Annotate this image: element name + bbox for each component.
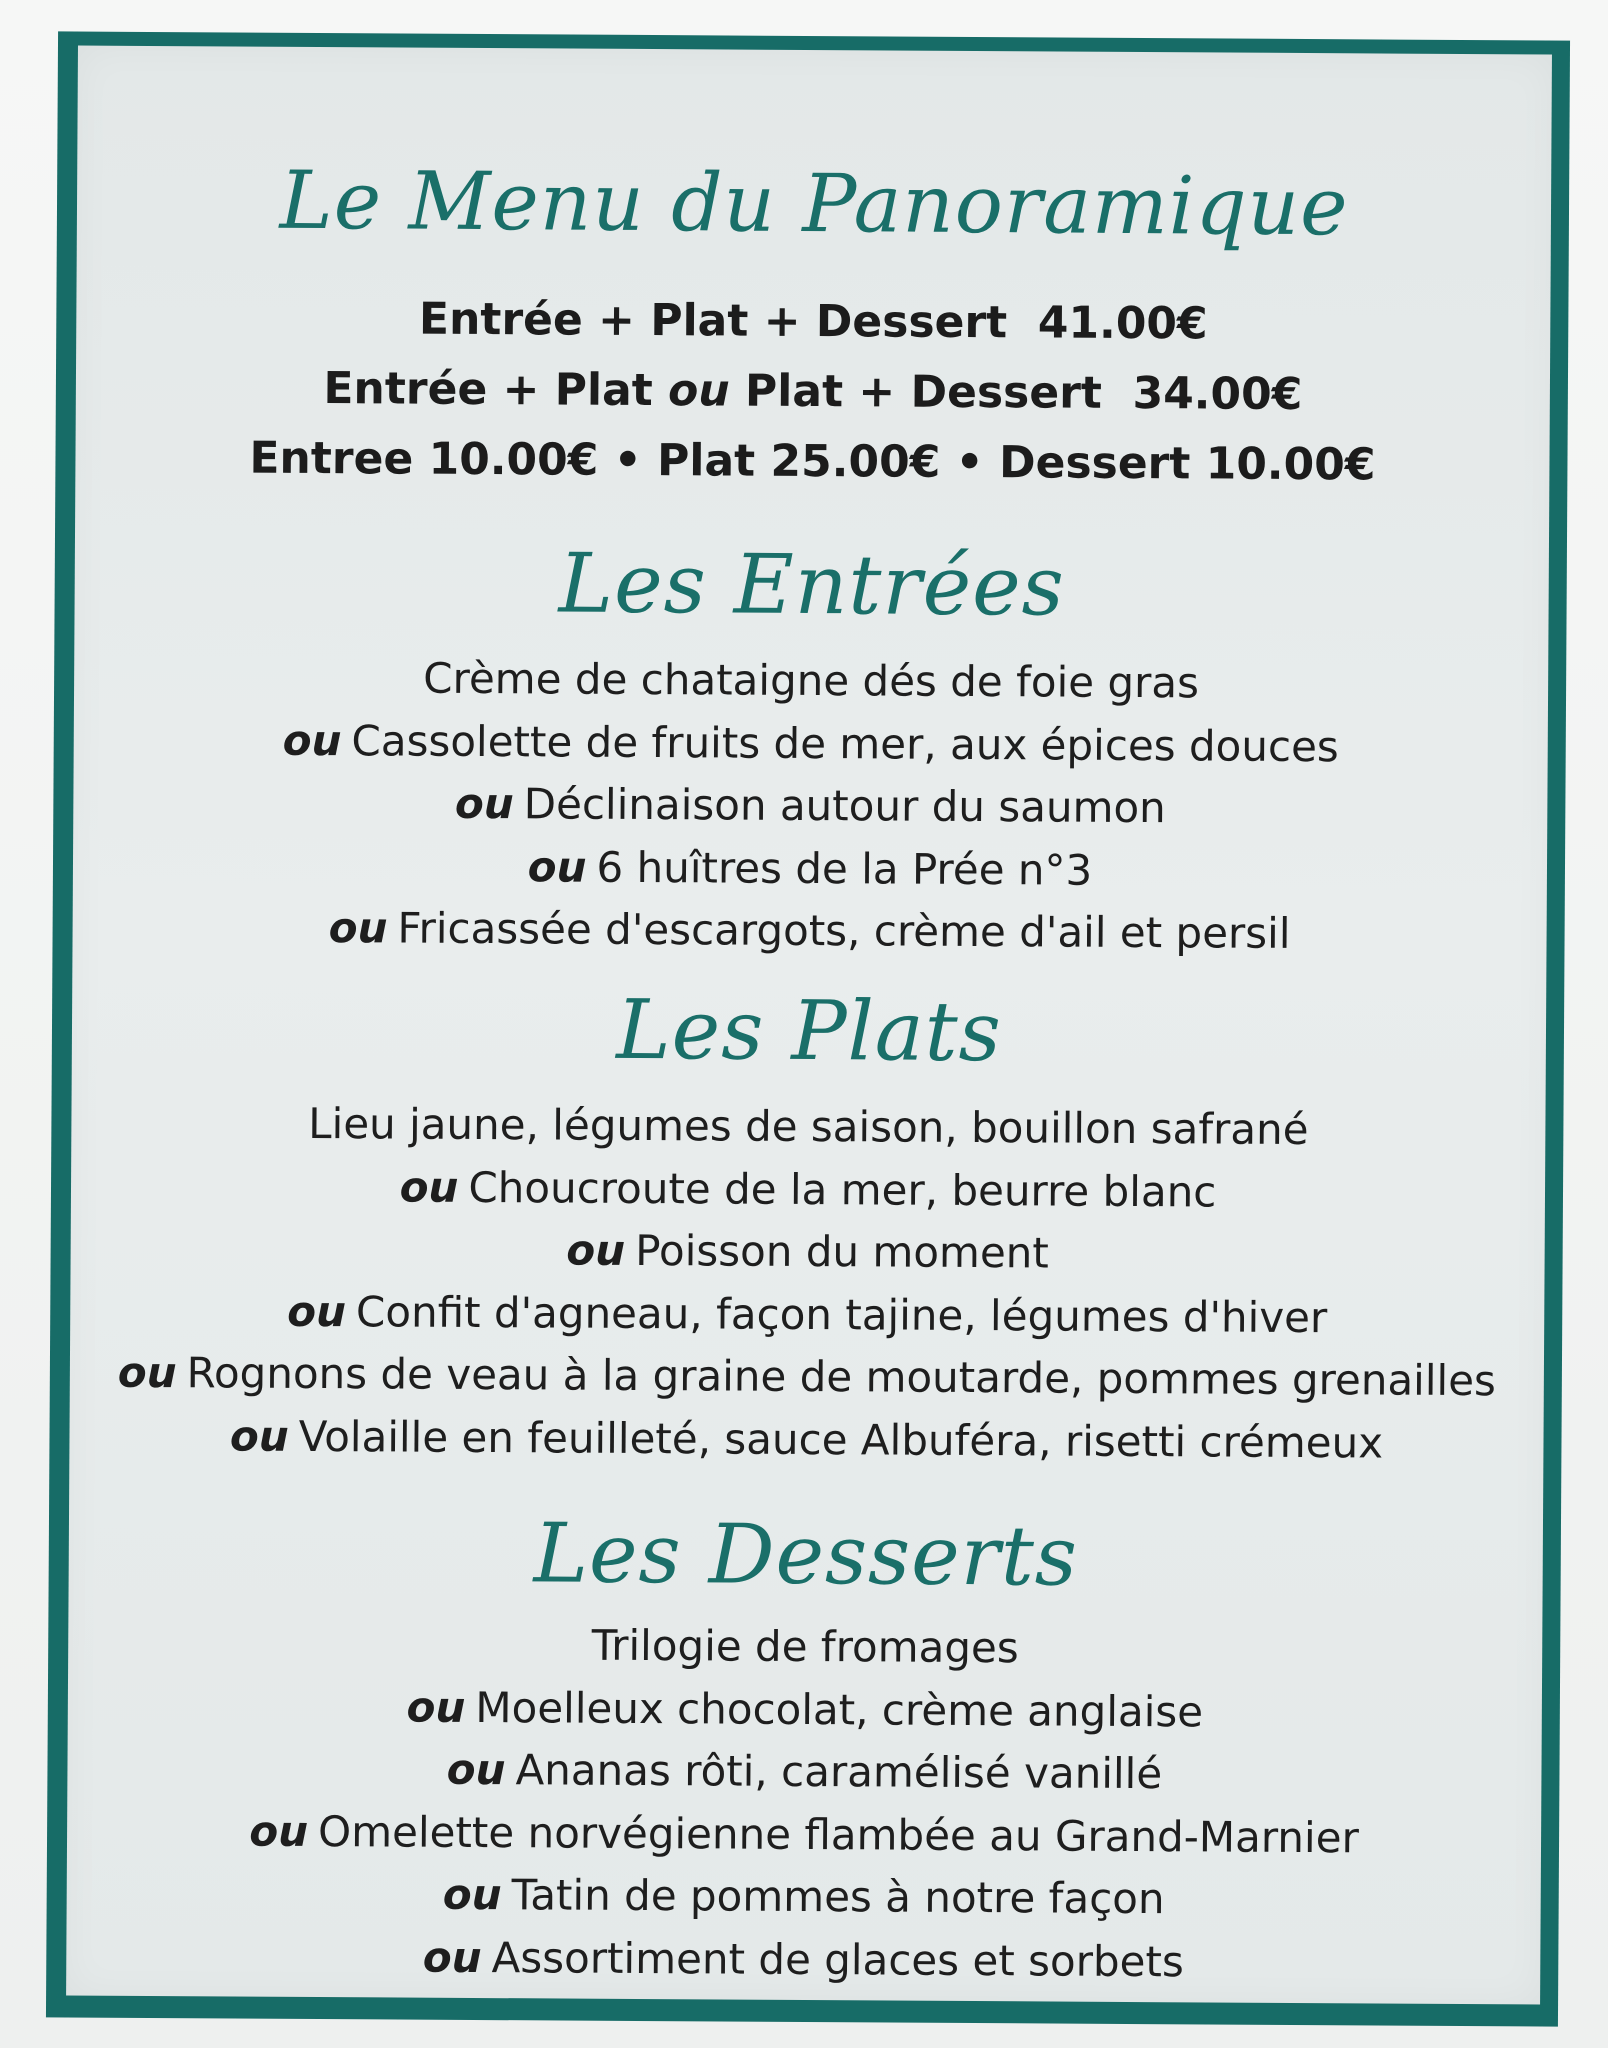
list-item [67,1799,1541,1871]
list-item [67,1861,1541,1933]
menu-title: Le Menu du Panoramique [279,153,1349,254]
list-item [68,1674,1542,1746]
list-item [72,896,1546,968]
dish-name: Ananas rôti, caramélisé vanillé [515,1745,1163,1799]
list-entrees [72,646,1548,967]
list-item [66,1924,1540,1996]
formula-price: 41.00€ [1037,297,1208,350]
price-line-full [76,288,1550,357]
ou-connector: ou [422,1932,482,1982]
ou-connector: ou [446,1744,506,1795]
ou-connector: ou [454,778,514,829]
ou-connector: ou [442,1869,502,1920]
menu-paper [66,46,1552,2005]
dish-name: Cassolette de fruits de mer, aux épices douces [351,715,1339,771]
formula-label-part2: Plat + Dessert [744,365,1103,419]
list-item [73,771,1547,843]
dish-name: Omelette norvégienne flambée au Grand-Marnier [317,1806,1359,1862]
list-item [71,1154,1545,1226]
ou-connector: ou [527,841,587,892]
dish-name: Fricassée d'escargots, crème d'ail et persil [397,903,1291,958]
dish-name: Rognons de veau à la graine de moutarde, pommes grenailles [186,1348,1497,1406]
dish-name: Tatin de pommes à notre façon [511,1870,1165,1924]
ou-connector: ou [287,1286,347,1336]
menu-border-frame [46,31,1570,2026]
section-title-entrees: Les Entrées [558,536,1066,635]
dish-name: 6 huîtres de la Prée n°3 [596,842,1093,895]
list-item [73,833,1547,905]
dish-name: Volaille en feuilleté, sauce Albuféra, risetti crémeux [298,1411,1384,1468]
list-item [74,708,1548,780]
price-line-a-la-carte: Entree 10.00€ • Plat 25.00€ • Dessert 10.00€ [249,432,1376,491]
menu-content [66,46,1552,2005]
dish-name: Choucroute de la mer, beurre blanc [468,1162,1217,1216]
section-title-plats: Les Plats [615,982,1002,1081]
formula-price: 34.00€ [1132,367,1303,421]
list-item [70,1279,1544,1351]
ou-connector: ou [406,1682,466,1732]
list-desserts [66,1611,1542,1995]
price-line-two-courses [76,358,1550,427]
ou-connector: ou [566,1225,626,1275]
dish-name: Déclinaison autour du saumon [523,779,1166,833]
list-item [67,1736,1541,1808]
ou-connector: ou [117,1347,177,1398]
ou-connector: ou [249,1806,309,1856]
formula-ou: ou [667,365,730,417]
dish-name: Poisson du moment [635,1225,1050,1278]
dish-name: Confit d'agneau, façon tajine, légumes d'hiver [355,1286,1328,1342]
list-item [69,1404,1543,1476]
list-item [68,1611,1542,1683]
list-item [70,1217,1544,1289]
ou-connector: ou [229,1410,289,1461]
ou-connector: ou [282,715,342,765]
formula-label: Entrée + Plat + Dessert [418,293,1008,349]
ou-connector: ou [328,903,388,953]
dish-name: Moelleux chocolat, crème anglaise [475,1682,1204,1736]
dish-name: Crème de chataigne dés de foie gras [423,653,1200,708]
dish-name: Trilogie de fromages [591,1620,1019,1673]
list-plats [69,1092,1545,1476]
list-item [74,646,1548,718]
list-item [70,1341,1544,1413]
formula-label-part1: Entrée + Plat [323,363,653,417]
dish-name: Assortiment de glaces et sorbets [491,1932,1184,1986]
list-item [71,1092,1545,1164]
section-title-desserts: Les Desserts [533,1506,1079,1605]
dish-name: Lieu jaune, légumes de saison, bouillon safrané [308,1098,1309,1155]
ou-connector: ou [399,1162,459,1212]
